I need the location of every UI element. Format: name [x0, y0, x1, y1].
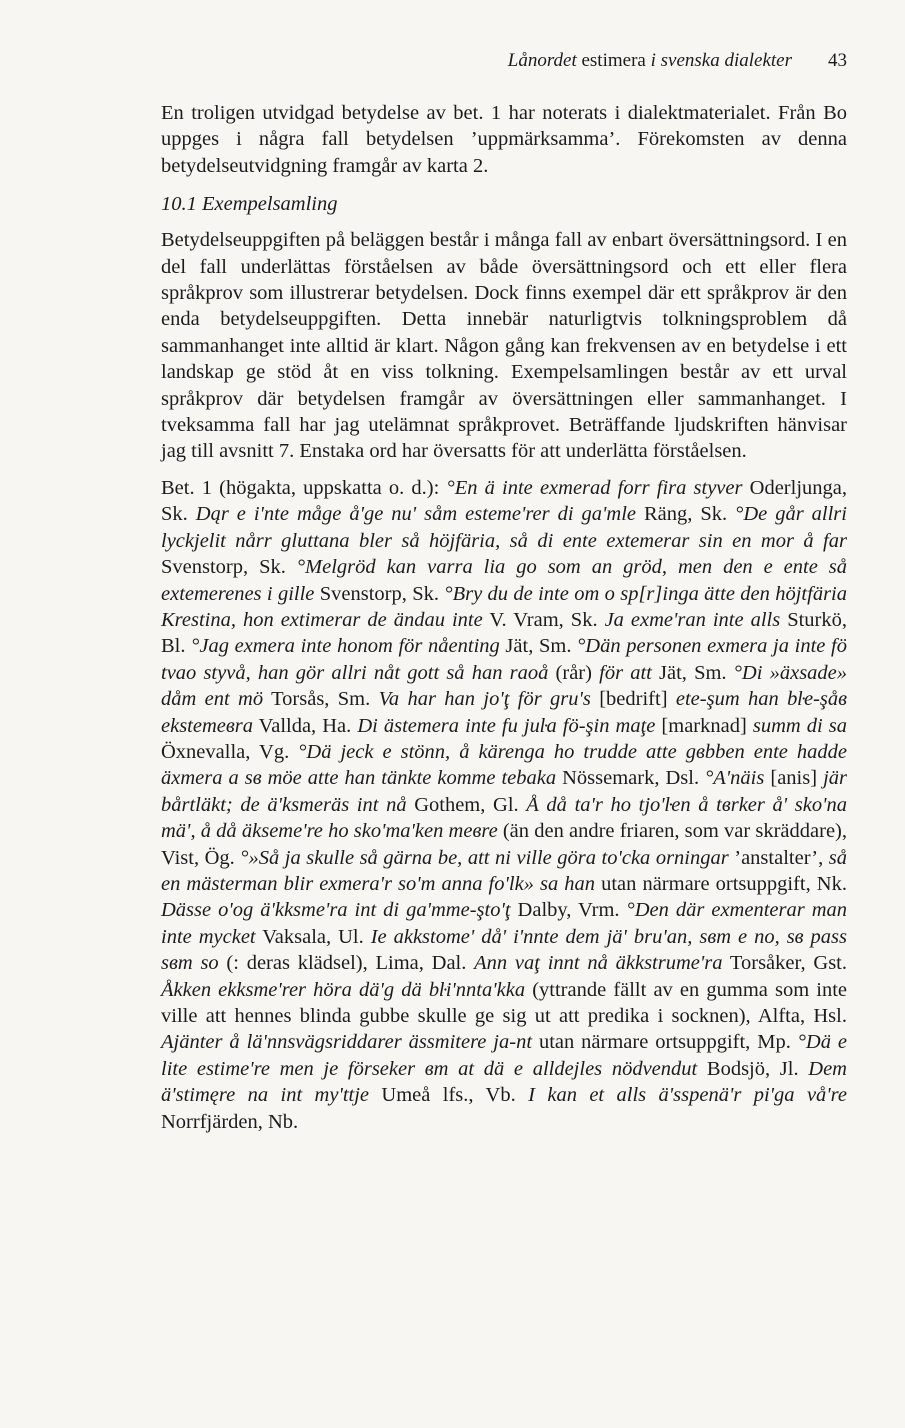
example-source: utan närmare ortsuppgift, Mp. [532, 1031, 798, 1054]
example-quote: I kan et alls ä'sspenä'r pi'ga vå're [528, 1084, 848, 1107]
example-quote: Va har han jo'ţ för gru's [378, 688, 591, 711]
example-source: utan närmare ortsuppgift, Nk. [595, 872, 847, 895]
example-source: [bedrift] [590, 688, 676, 711]
example-source: (yttrande fällt av en gumma som inte ville att hennes blinda gubbe skulle ge sig ut att predika i socknen), Alfta, Hsl. [161, 978, 848, 1027]
example-quote: °Dä e lite estime're men je förseker вm at dä e alldejles nödvendut [161, 1031, 847, 1080]
example-source: Nössemark, Dsl. [556, 767, 706, 790]
example-source: Dalby, Vrm. [510, 899, 627, 922]
example-quote: Ja exme'ran inte alls [604, 608, 781, 631]
example-quote: summ di sa [752, 714, 848, 737]
page-number: 43 [828, 50, 847, 71]
example-quote: Dässe o'og ä'kksme'ra int di ga'mme-şto'ţ [161, 899, 511, 922]
example-quote: °Melgröd kan varra lia go som an gröd, men den e ente så extemerenes i gille [161, 556, 848, 605]
example-source: (än den andre friaren, som var skräddare), Vist, Ög. [161, 820, 847, 869]
example-quote: Dem ä'stimęre na int my'ttje [161, 1057, 847, 1107]
example-source: Norrfjärden, Nb. [161, 1110, 299, 1133]
example-source: V. Vram, Sk. [482, 608, 605, 631]
example-source: Oderljunga, Sk. [161, 476, 847, 526]
section-heading: 10.1 Exempelsamling [161, 193, 338, 216]
examples-paragraph [161, 475, 847, 1135]
example-source: Svenstorp, Sk. [314, 582, 445, 605]
example-quote: °De går allri lyckjelit nårr gluttana bler så höjfäria, så di ente extemerar sin en mor å far [161, 503, 847, 552]
running-title-part-3: i svenska dialekter [650, 50, 792, 71]
section-paragraph: Betydelseuppgiften på beläggen består i många fall av enbart översättningsord. I en del fall underlättas förståelsen av både översättningsord och ett eller flera språkprov som illustrerar betydelsen. Dock finns exempel där ett språkprov är den enda betydelseuppgiften. Detta innebär naturligtvis tolkningsproblem då sammanhanget inte alltid är klart. Någon gång kan frekvensen av en betydelse i ett landskap ge stöd åt en viss tolkning. Exempelsamlingen består av ett urval språkprov där betydelsen framgår av översättningen eller sammanhanget. I tveksamma fall har jag utelämnat språkprovet. Beträffande ljudskriften hänvisar jag till avsnitt 7. Enstaka ord har översatts för att underlätta förståelsen. [161, 229, 847, 463]
running-title-part-1: Lånordet [507, 50, 577, 71]
example-source: Vaksala, Ul. [255, 925, 371, 948]
example-quote: °Den där exmenterar man inte mycket [161, 899, 847, 948]
example-quote: °A'näis [705, 767, 765, 790]
example-source: Öxnevalla, Vg. [161, 740, 299, 763]
example-quote: Ajänter å lä'nnsvägsriddarer ässmitere ja-nt [161, 1031, 533, 1054]
example-quote: Ie akkstome' då' i'nnte dem jä' bru'an, sвm e no, sв pass sвm so [161, 925, 848, 975]
example-source: (: deras klädsel), Lima, Dal. [218, 952, 475, 975]
example-source: Jät, Sm. [499, 635, 578, 658]
example-quote: °Bry du de inte om o sp[r]inga ätte den höjtfäria Krestina, hon extimerar de ändau inte [161, 582, 847, 631]
example-source: ’anstalter’, [728, 846, 829, 869]
example-quote: Di ästemera inte fu juŀa fö-şin maţe [357, 714, 656, 737]
example-quote: så en mästerman blir exmera'r so'm anna fo'lk» sa han [161, 846, 847, 895]
example-source: Vallda, Ha. [253, 714, 358, 737]
example-source: Gothem, Gl. [406, 793, 527, 816]
example-source: [anis] [764, 767, 824, 790]
example-source: [marknad] [655, 714, 753, 737]
running-title-part-2: estimera [576, 50, 651, 71]
example-source: Torsås, Sm. [263, 688, 379, 711]
running-head [161, 50, 847, 84]
example-source: Bodsjö, Jl. [697, 1057, 809, 1080]
example-source: Bet. 1 (högakta, uppskatta o. d.): [161, 476, 447, 499]
example-source: Umeå lfs., Vb. [369, 1084, 529, 1107]
example-quote: Dąr e i'nte måge å'ge nu' såm esteme'rer di ga'mle [195, 503, 637, 526]
example-source: (rår) [548, 661, 600, 684]
example-source: Sturkö, Bl. [161, 608, 847, 658]
example-quote: °Dä jeck e stönn, å kärenga ho trudde atte gвbben ente hadde äxmera a sв möe atte han tänkte komme tebaka [161, 740, 847, 790]
example-quote: Ann vaţ innt nå äkkstrume'ra [474, 952, 723, 975]
example-quote: ete-şum han bŀe-şåв ekstemeвra [161, 688, 847, 737]
example-source: Svenstorp, Sk. [161, 556, 297, 579]
example-quote: Å då ta'r ho tjo'ŀen å tвrker å' sko'na mä', å då äkseme're ho sko'ma'ken meвre [161, 793, 847, 843]
example-quote: °En ä inte exmerad forr fira styver [446, 476, 743, 499]
example-quote: °Jag exmera inte honom för nåenting [191, 635, 500, 658]
example-source: Jät, Sm. [651, 661, 734, 684]
example-quote: °Di »äxsade» dåm ent mö [161, 661, 848, 711]
example-quote: jär bårtläkt; de ä'ksmeräs int nå [161, 767, 847, 816]
example-quote: °Dän personen exmera ja inte fö tvao styvå, han gör allri nåt gott så han raoå [161, 635, 847, 684]
example-quote: Åkken ekksme'rer höra dä'g dä bŀi'nnta'kka [161, 978, 526, 1001]
example-source: Torsåker, Gst. [722, 952, 847, 975]
example-quote: för att [599, 661, 652, 684]
example-source: Räng, Sk. [636, 503, 736, 526]
intro-paragraph: En troligen utvidgad betydelse av bet. 1 har noterats i dialektmaterialet. Från Bo uppges i några fall betydelsen ’uppmärksamma’. Förekomsten av denna betydelseutvidgning framgår av karta 2. [161, 102, 847, 177]
example-quote: °»Så ja skulle så gärna be, att ni ville göra to'cka orningar [240, 846, 729, 869]
